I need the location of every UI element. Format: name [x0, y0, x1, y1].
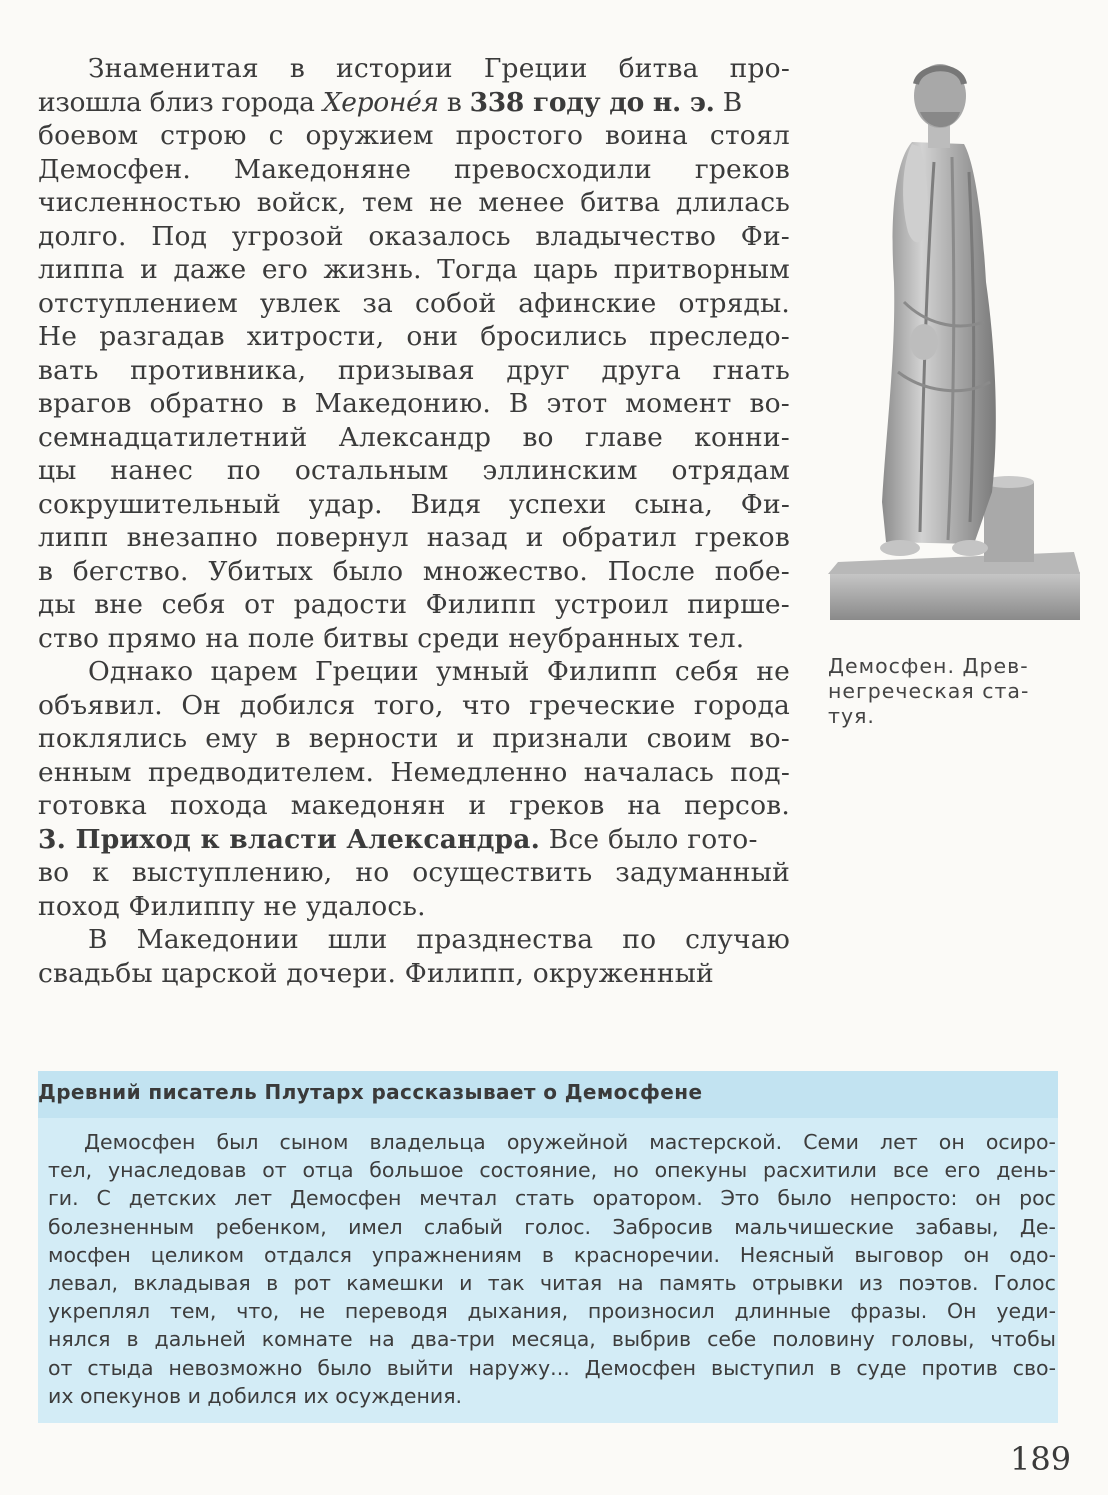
- main-text-line: готовка похода македонян и греков на персов.: [38, 790, 790, 821]
- main-text-line: Однако царем Греции умный Филипп себя не: [88, 656, 790, 687]
- sidebar-text-line: тел, унаследовав от отца большое состояние, но опекуны расхитили все его день-: [48, 1158, 1056, 1183]
- sidebar-text-line: нялся в дальней комнате на два-три месяца, выбрив себе половину головы, чтобы: [48, 1327, 1056, 1352]
- main-text-line: ство прямо на поле битвы среди неубранных тел.: [38, 622, 745, 654]
- main-text-line: врагов обратно в Македонию. В этот момент во-: [38, 388, 790, 419]
- main-text-line: сокрушительный удар. Видя успехи сына, Фи-: [38, 488, 790, 520]
- main-text-line: Не разгадав хитрости, они бросились преследо-: [38, 321, 790, 352]
- main-text-line: ды вне себя от радости Филипп устроил пирше-: [38, 589, 790, 620]
- sidebar-text-line: мосфен целиком отдался упражнениям в красноречии. Неясный выговор он одо-: [48, 1242, 1056, 1267]
- main-text: [38, 52, 790, 990]
- figure-caption: [828, 654, 1068, 729]
- caption-line: Демосфен. Древ-: [828, 654, 1029, 678]
- main-text-line: поклялись ему в верности и признали своим во-: [38, 723, 790, 754]
- demosthenes-statue-image: [824, 52, 1080, 622]
- main-text-line: объявил. Он добился того, что греческие города: [38, 689, 790, 721]
- main-text-line: липпа и даже его жизнь. Тогда царь притворным: [38, 254, 790, 285]
- main-text-line: цы нанес по остальным эллинским отрядам: [38, 455, 790, 486]
- caption-line: негреческая ста-: [828, 679, 1030, 703]
- sidebar-text-line: болезненным ребенком, имел слабый голос. Забросив мальчишеские забавы, Де-: [48, 1214, 1056, 1239]
- sidebar-text-line: их опекунов и добился их осуждения.: [48, 1383, 463, 1408]
- main-text-line: изошла близ города Херонéя в 338 году до н. э. В: [38, 86, 742, 118]
- main-text-line: вать противника, призывая друг друга гнать: [38, 354, 790, 386]
- main-text-line: Демосфен. Македоняне превосходили греков: [38, 153, 790, 185]
- main-text-line: поход Филиппу не удалось.: [38, 890, 426, 922]
- main-text-line: в бегство. Убитых было множество. После побе-: [38, 555, 790, 587]
- sidebar-text-line: от стыда невозможно было выйти наружу... Демосфен выступил в суде против сво-: [48, 1355, 1056, 1380]
- sidebar-text-line: Демосфен был сыном владельца оружейной мастерской. Семи лет он осиро-: [84, 1130, 1056, 1154]
- caption-line: туя.: [828, 704, 875, 728]
- main-text-line: липп внезапно повернул назад и обратил греков: [38, 522, 790, 553]
- main-text-line: енным предводителем. Немедленно началась под-: [38, 756, 790, 788]
- sidebar-text: [38, 1128, 1058, 1410]
- main-text-line: свадьбы царской дочери. Филипп, окруженный: [38, 957, 714, 989]
- main-text-line: долго. Под угрозой оказалось владычество Фи-: [38, 220, 790, 252]
- main-text-line: боевом строю с оружием простого воина стоял: [38, 120, 790, 151]
- main-text-line: отступлением увлек за собой афинские отряды.: [38, 287, 790, 319]
- statue-illustration: [824, 52, 1080, 622]
- sidebar-title: Древний писатель Плутарх рассказывает о Демосфене: [38, 1080, 703, 1104]
- sidebar-text-line: укреплял тем, что, не переводя дыхания, произносил длинные фразы. Он уеди-: [48, 1299, 1056, 1324]
- page-number: 189: [1010, 1440, 1072, 1478]
- main-text-line: 3. Приход к власти Александра. Все было гото-: [38, 823, 758, 855]
- main-text-line: во к выступлению, но осуществить задуманный: [38, 857, 790, 888]
- sidebar-text-line: левал, вкладывая в рот камешки и так читая на память отрывки из поэтов. Голос: [48, 1270, 1056, 1295]
- sidebar-text-line: ги. С детских лет Демосфен мечтал стать оратором. Это было непросто: он рос: [48, 1186, 1056, 1211]
- main-text-line: численностью войск, тем не менее битва длилась: [38, 187, 790, 218]
- main-text-line: семнадцатилетний Александр во главе конни-: [38, 421, 790, 453]
- main-text-line: Знаменитая в истории Греции битва про-: [88, 53, 790, 84]
- main-text-line: В Македонии шли празднества по случаю: [88, 924, 790, 955]
